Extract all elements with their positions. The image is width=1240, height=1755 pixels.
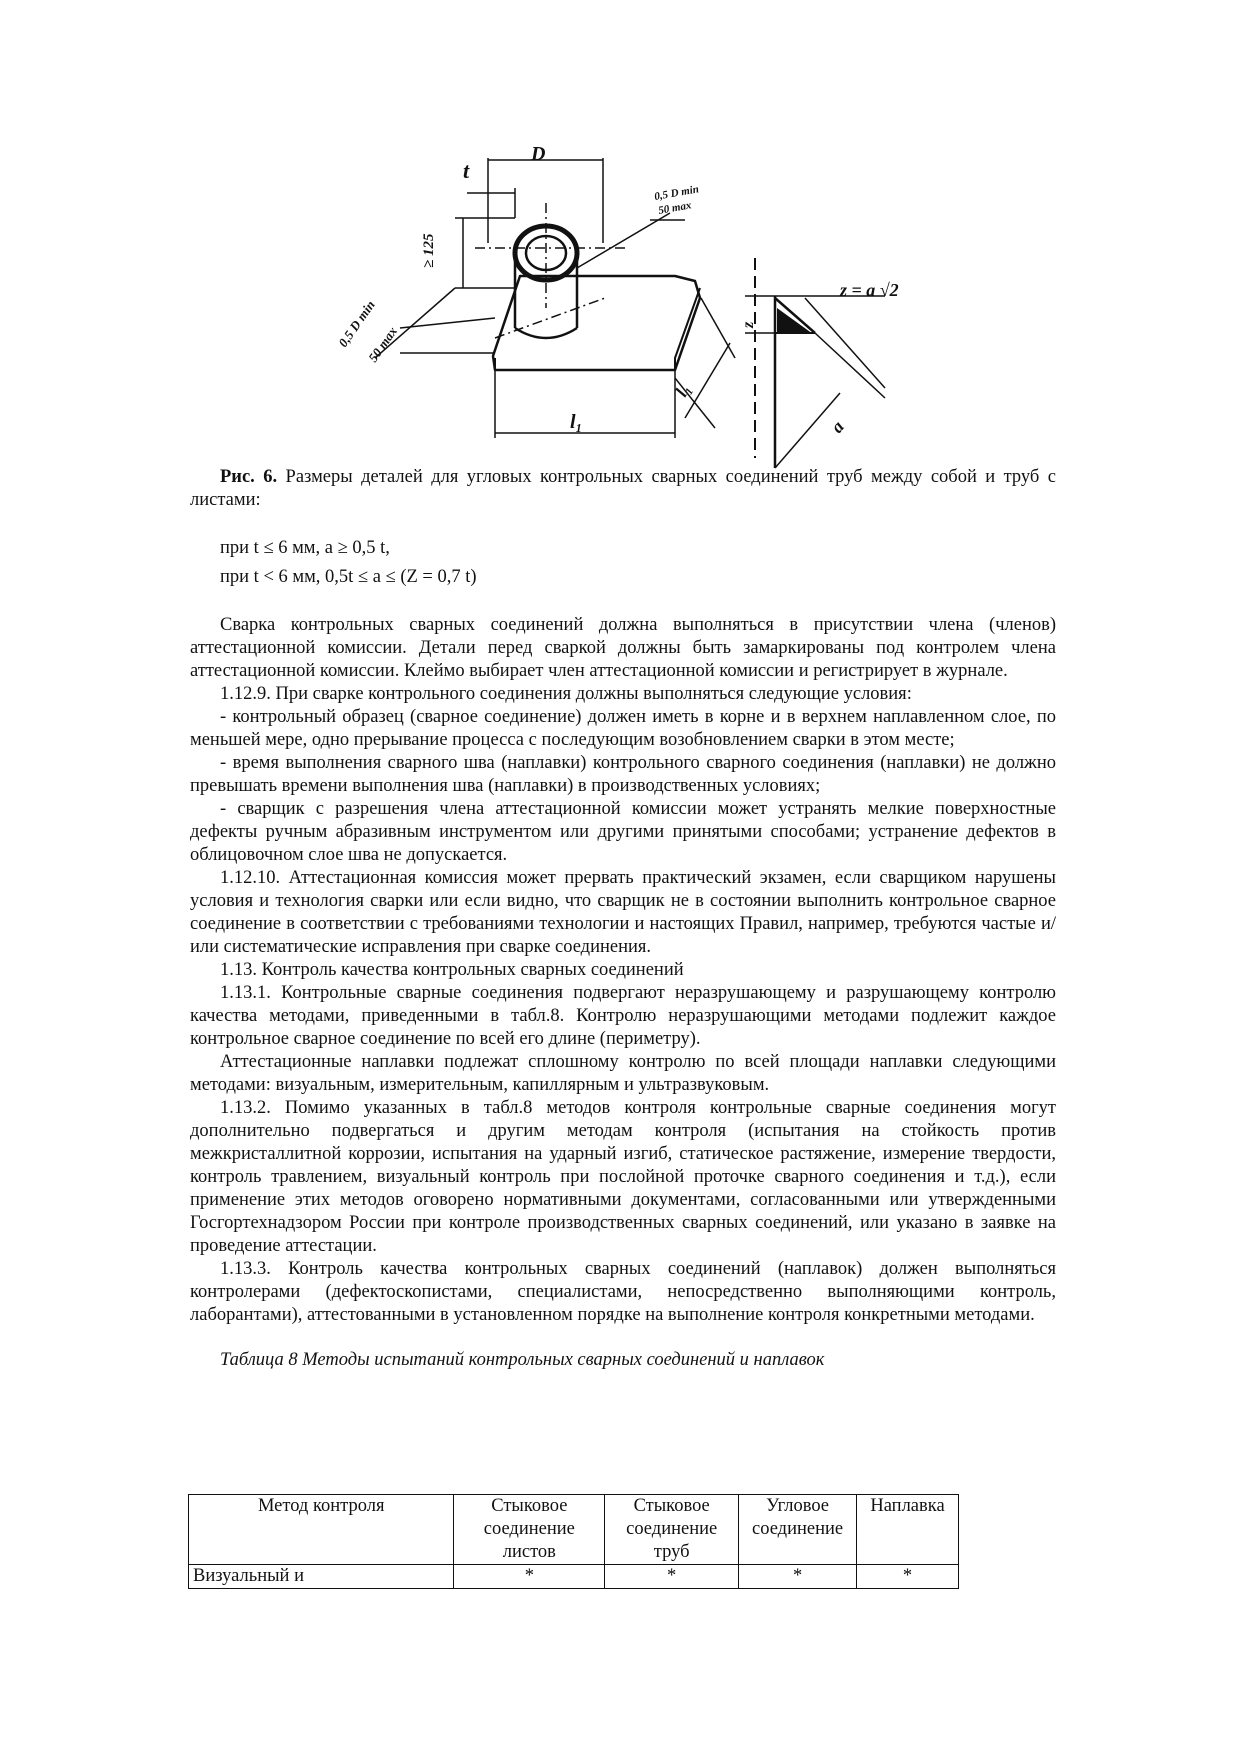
- table-cell: Визуальный и: [189, 1565, 454, 1589]
- label-dmin-top: 0,5 D min: [653, 183, 700, 203]
- paragraph-1-13-2: 1.13.2. Помимо указанных в табл.8 методов контроля контрольные сварные соединения могут дополнительно подвергаться и другим методам контроля (испытания на стойкость против межкристаллитной коррозии, испытания на ударный изгиб, статическое растяжение, измерение твердости, контроль травлением, визуальный контроль при послойной проточке сварного соединения и т.д.), если применение этих методов оговорено нормативными документами, согласованными или утвержденными Госгортехнадзором России при контроле производственных сварных соединений, или указано в заявке на проведение аттестации.: [190, 1098, 1056, 1256]
- paragraph-overlays: Аттестационные наплавки подлежат сплошному контролю по всей площади наплавки следующими методами: визуальным, измерительным, капиллярным и ультразвуковым.: [190, 1052, 1056, 1095]
- figure-6-drawing: [335, 143, 925, 468]
- label-D: D: [531, 143, 546, 165]
- table-header-row: [189, 1495, 959, 1565]
- label-dmax-side: 50 max: [365, 323, 401, 365]
- label-a: a: [826, 416, 848, 437]
- formula-1: при t ≤ 6 мм, a ≥ 0,5 t,: [220, 538, 390, 558]
- table-cell: *: [605, 1565, 739, 1589]
- table-row: [189, 1565, 959, 1589]
- paragraph-1-13-3: 1.13.3. Контроль качества контрольных сварных соединений (наплавок) должен выполняться контролерами (дефектоскопистами, специалистами, непосредственно выполняющими контроль, лаборантами), аттестованными в установленном порядке на выполнение контроля конкретными методами.: [190, 1259, 1056, 1325]
- section-heading-1-13: 1.13. Контроль качества контрольных сварных соединений: [220, 960, 684, 980]
- label-l1-bottom: l₁: [570, 411, 583, 433]
- table-cell: *: [739, 1565, 857, 1589]
- paragraph-welding-presence: Сварка контрольных сварных соединений должна выполняться в присутствии члена (членов) аттестационной комиссии. Детали перед сваркой должны быть замаркированы под контролем члена аттестационной комиссии. Клеймо выбирает член аттестационной комиссии и регистрирует в журнале.: [190, 615, 1056, 681]
- label-l1-side: l₁: [671, 380, 695, 400]
- label-dmax-top: 50 max: [657, 199, 693, 217]
- table-cell: *: [454, 1565, 605, 1589]
- label-dmin-side: 0,5 D min: [335, 297, 378, 350]
- table-caption: Таблица 8 Методы испытаний контрольных сварных соединений и наплавок: [220, 1350, 825, 1370]
- figure-caption-text: Размеры деталей для угловых контрольных сварных соединений труб между собой и труб с листами:: [190, 467, 1056, 510]
- table-header-butt-pipes: Стыковое соединение труб: [605, 1495, 739, 1565]
- table-header-overlay: Наплавка: [857, 1495, 959, 1565]
- methods-table: [188, 1494, 959, 1589]
- weld-fillet-section: [777, 308, 813, 334]
- plate-outline: [493, 276, 700, 370]
- label-t: t: [463, 158, 470, 183]
- weld-joint-drawing: [335, 143, 925, 468]
- paragraph-1-12-9: 1.12.9. При сварке контрольного соединения должны выполняться следующие условия:: [220, 684, 912, 704]
- list-item-defects: - сварщик с разрешения члена аттестационной комиссии может устранять мелкие поверхностные дефекты ручным абразивным инструментом или другими принятыми способами; устранение дефектов в облицовочном слое шва не допускается.: [190, 799, 1056, 865]
- list-item-interruption: - контрольный образец (сварное соединение) должен иметь в корне и в верхнем наплавленном слое, по меньшей мере, одно прерывание процесса с последующим возобновлением сварки в этом месте;: [190, 707, 1056, 750]
- table-cell: *: [857, 1565, 959, 1589]
- table-header-butt-sheets: Стыковое соединение листов: [454, 1495, 605, 1565]
- paragraph-1-13-1: 1.13.1. Контрольные сварные соединения подвергают неразрушающему и разрушающему контролю качества методами, приведенными в табл.8. Контролю неразрушающими методами подлежит каждое контрольное сварное соединение по всей его длине (периметру).: [190, 983, 1056, 1049]
- formula-2: при t < 6 мм, 0,5t ≤ a ≤ (Z = 0,7 t): [220, 567, 477, 587]
- figure-caption-label: Рис. 6.: [220, 467, 278, 487]
- figure-caption: [190, 466, 1056, 512]
- label-h125: ≥ 125: [421, 233, 437, 268]
- paragraph-1-12-10: 1.12.10. Аттестационная комиссия может прервать практический экзамен, если сварщиком нарушены условия и технология сварки или если видно, что сварщик не в состоянии выполнить контрольное сварное соединение в соответствии с требованиями технологии и настоящих Правил, например, требуются частые и/или систематические исправления при сварке соединения.: [190, 868, 1056, 957]
- label-z: z: [740, 321, 757, 328]
- list-item-time: - время выполнения сварного шва (наплавки) контрольного сварного соединения (наплавки) не должно превышать времени выполнения шва (наплавки) в производственных условиях;: [190, 753, 1056, 796]
- label-z-formula: z = a √2: [840, 280, 899, 300]
- table-header-fillet: Угловое соединение: [739, 1495, 857, 1565]
- table-header-method: Метод контроля: [189, 1495, 454, 1565]
- document-body: [190, 466, 1056, 1372]
